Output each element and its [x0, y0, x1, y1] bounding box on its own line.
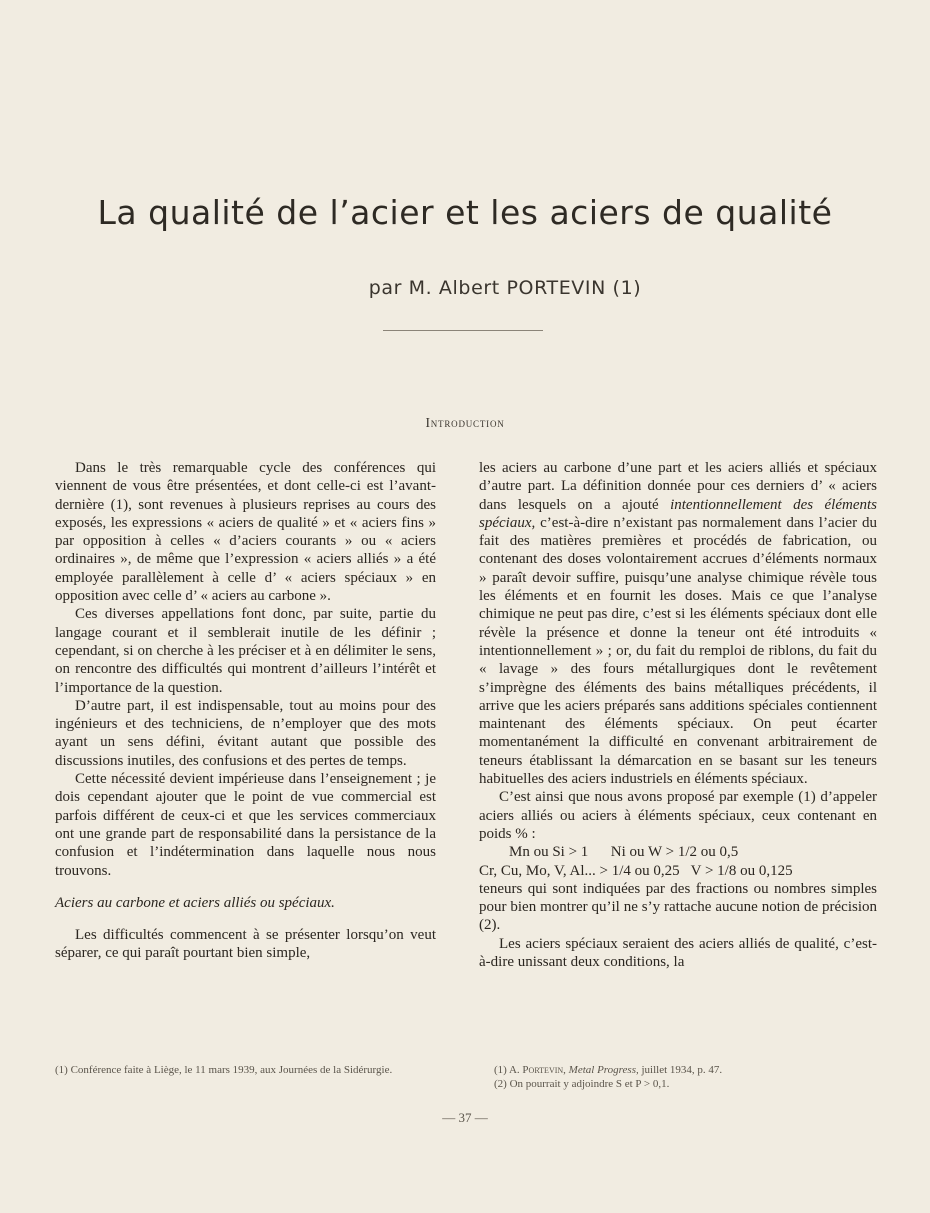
formula-text: Mn ou Si > 1 Ni ou W > 1/2 ou 0,5 — [509, 844, 739, 861]
footnotes-left — [55, 1063, 436, 1077]
left-column — [55, 459, 436, 963]
formula-line — [479, 862, 877, 880]
right-column — [479, 459, 877, 971]
article-title: La qualité de l’acier et les aciers de qualité — [97, 193, 833, 232]
paragraph: Les difficultés commencent à se présenter lorsqu’on veut séparer, ce qui paraît pourtant bien simple, — [55, 927, 436, 962]
footnote — [494, 1063, 877, 1077]
paragraph: Les aciers spéciaux seraient des aciers alliés de qualité, c’est-à-dire unissant deux conditions, la — [479, 935, 877, 971]
section-heading: Introduction — [425, 415, 505, 430]
paragraph: C’est ainsi que nous avons proposé par exemple (1) d’appeler aciers alliés ou aciers à éléments spéciaux, ceux contenant en poids % : — [479, 789, 877, 842]
paragraph: D’autre part, il est indispensable, tout au moins pour des ingénieurs et des techniciens, de n’employer que des mots ayant un sens défini, évitant autant que possible des discussions inutiles, des confusions et des pertes de temps. — [55, 697, 436, 769]
footnotes-right — [494, 1063, 877, 1091]
footnote-text: (1) A. — [494, 1064, 523, 1076]
footnote: (1) Conférence faite à Liège, le 11 mars 1939, aux Journées de la Sidérurgie. — [55, 1064, 393, 1076]
footnote-text: juillet 1934, p. 47. — [638, 1064, 723, 1076]
author-line: par M. Albert PORTEVIN (1) — [368, 277, 642, 299]
formula-line — [479, 843, 877, 861]
paragraph-text: les aciers au carbone d’une part et les aciers alliés et spéciaux d’autre part. La définition donnée pour ces derniers d’ « aciers dans lesquels on a ajouté — [479, 460, 877, 513]
paragraph — [479, 459, 877, 788]
footnote-author: Portevin, — [522, 1064, 566, 1076]
paragraph: teneurs qui sont indiquées par des fractions ou nombres simples pour bien montrer qu’il ne s’y rattache aucune notion de précision (2). — [479, 880, 877, 934]
page-number: — 37 — — [442, 1110, 488, 1125]
paragraph: Cette nécessité devient impérieuse dans l’enseignement ; je dois cependant ajouter que le point de vue commercial est parfois différent de ceux-ci et que les services commerciaux ont une grande part de responsabilité dans la persistance de la confusion et l’indétermination dans laquelle nous nous trouvons. — [55, 771, 436, 879]
formula-text: Cr, Cu, Mo, V, Al... > 1/4 ou 0,25 V > 1/8 ou 0,125 — [479, 862, 793, 879]
paragraph-text: c’est-à-dire n’existant pas normalement dans l’acier du fait des matières premières et procédés de fabrication, ou contenant des doses volontairement accrues d’éléments normaux » paraît devoir suffire, puisqu’une analyse chimique révèle tous les éléments et en fournit les doses. Mais ce que l’analyse chimique ne peut pas dire, c’est si les éléments spéciaux dont elle révèle la présence et donne la teneur ont été introduits « intentionnellement » ; or, du fait du remploi de riblons, du fait du « lavage » des fours métallurgiques dont le revêtement s’imprègne des éléments des bains métalliques précédents, il arrive que les aciers préparés sans additions spéciales contiennent maintenant des éléments spéciaux. On peut écarter momentanément la difficulté en convenant arbitrairement de teneurs établissant la démarcation en se basant sur les teneurs habituelles des aciers industriels en éléments spéciaux. — [479, 514, 877, 788]
emphasis-text: intentionnellement des éléments spéciaux, — [479, 496, 877, 531]
title-divider — [383, 330, 543, 331]
paragraph: Dans le très remarquable cycle des conférences qui viennent de vous être présentées, et dont celle-ci est l’avant-dernière (1), sont revenues à plusieurs reprises au cours des exposés, les expressions « aciers de qualité » et « aciers fins » par opposition à celles « d’aciers courants » ou « aciers ordinaires », de même que l’expression « aciers alliés » a été employée parallèlement à celle d’ « aciers spéciaux » en opposition avec celle d’ « aciers au carbone ». — [55, 460, 436, 605]
paragraph: Ces diverses appellations font donc, par suite, partie du langage courant et il semblerait inutile de les définir ; cependant, si on cherche à les préciser et à en délimiter le sens, on rencontre des difficultés qui montrent d’ailleurs l’intérêt et l’importance de la question. — [55, 606, 436, 696]
footnote: (2) On pourrait y adjoindre S et P > 0,1. — [494, 1078, 670, 1090]
footnote-journal: Metal Progress, — [565, 1064, 639, 1076]
subsection-heading: Aciers au carbone et aciers alliés ou spéciaux. — [55, 894, 335, 911]
